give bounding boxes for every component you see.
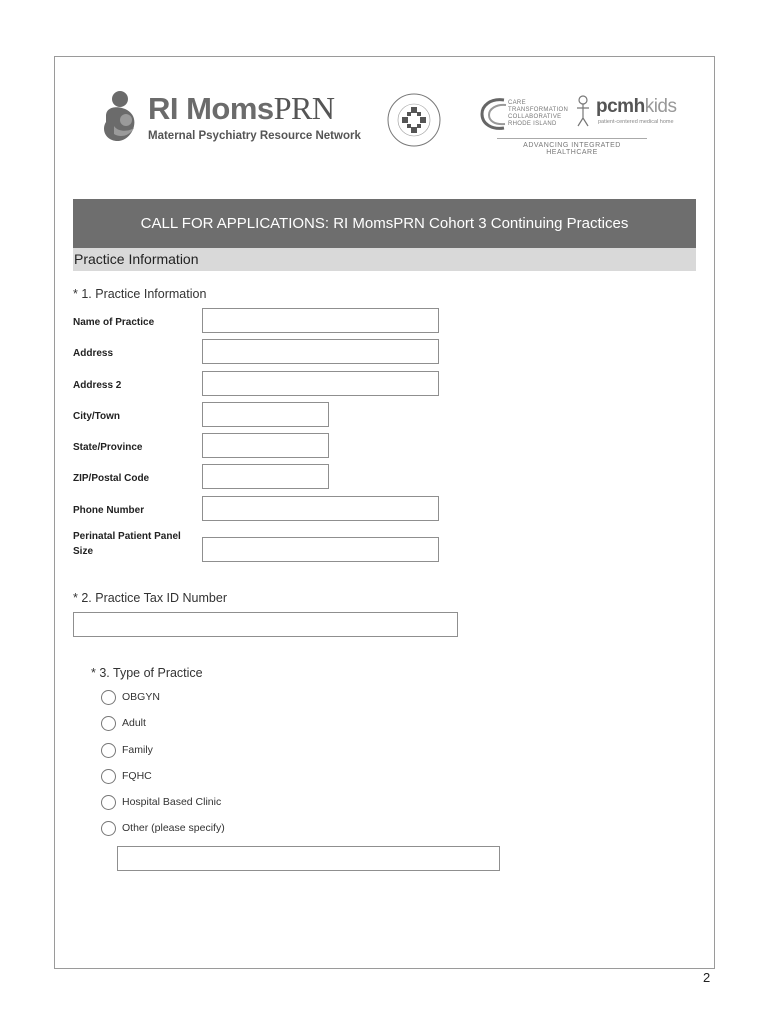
radio-label: Other (please specify) <box>122 822 225 834</box>
field-label-zip: ZIP/Postal Code <box>73 473 150 484</box>
ctc-line2: TRANSFORMATION <box>508 107 569 113</box>
momsprn-title-prn: PRN <box>273 90 335 126</box>
field-label-city: City/Town <box>73 411 121 422</box>
phone-field[interactable] <box>202 496 439 521</box>
tax-id-field[interactable] <box>73 612 458 637</box>
mother-child-icon <box>100 90 144 146</box>
field-label-phone: Phone Number <box>73 505 145 516</box>
field-label-address-2: Address 2 <box>73 380 122 391</box>
momsprn-title: RI Moms <box>148 91 274 126</box>
ctc-line1: CARE <box>508 100 526 106</box>
panel-size-field[interactable] <box>202 537 439 562</box>
care-transformation-logo <box>480 96 576 134</box>
radio-label: Family <box>122 744 153 756</box>
field-label-state: State/Province <box>73 442 143 453</box>
state-field[interactable] <box>202 433 329 458</box>
pcmh-brand: pcmh <box>596 96 645 117</box>
doh-seal-icon <box>386 92 442 148</box>
tagline: ADVANCING INTEGRATED HEALTHCARE <box>497 138 647 156</box>
question-1-title: * 1. Practice Information <box>73 287 207 301</box>
radio-button[interactable] <box>101 690 116 705</box>
ctc-swoosh-icon <box>480 96 510 132</box>
form-banner: CALL FOR APPLICATIONS: RI MomsPRN Cohort 3 Continuing Practices <box>73 199 696 248</box>
field-label-address: Address <box>73 348 114 359</box>
momsprn-subtitle: Maternal Psychiatry Resource Network <box>148 130 361 142</box>
question-2-title: * 2. Practice Tax ID Number <box>73 591 227 605</box>
radio-label: Adult <box>122 717 146 729</box>
radio-button[interactable] <box>101 716 116 731</box>
radio-button[interactable] <box>101 821 116 836</box>
ctc-line3: COLLABORATIVE <box>508 114 562 120</box>
address-2-field[interactable] <box>202 371 439 396</box>
question-3-title: * 3. Type of Practice <box>91 666 203 680</box>
page-number: 2 <box>703 970 711 985</box>
section-header <box>73 248 696 271</box>
address-field[interactable] <box>202 339 439 364</box>
name-of-practice-field[interactable] <box>202 308 439 333</box>
radio-label: OBGYN <box>122 691 160 703</box>
field-label-name-of-practice: Name of Practice <box>73 317 155 328</box>
zip-field[interactable] <box>202 464 329 489</box>
ri-momsprn-logo <box>100 88 365 148</box>
radio-button[interactable] <box>101 743 116 758</box>
section-title: Practice Information <box>74 251 199 267</box>
other-specify-field[interactable] <box>117 846 500 871</box>
pcmh-kids-logo <box>574 94 677 130</box>
ri-doh-seal <box>386 92 442 148</box>
field-label-panel-size: Perinatal Patient Panel Size <box>73 531 181 557</box>
child-figure-icon <box>574 94 596 128</box>
ctc-line4: RHODE ISLAND <box>508 121 557 127</box>
radio-button[interactable] <box>101 769 116 784</box>
pcmh-small-text: patient-centered medical home <box>598 119 674 125</box>
radio-label: FQHC <box>122 770 152 782</box>
pcmh-kids: kids <box>644 96 677 117</box>
header-logos <box>100 88 680 158</box>
radio-label: Hospital Based Clinic <box>122 796 222 808</box>
city-field[interactable] <box>202 402 329 427</box>
radio-button[interactable] <box>101 795 116 810</box>
